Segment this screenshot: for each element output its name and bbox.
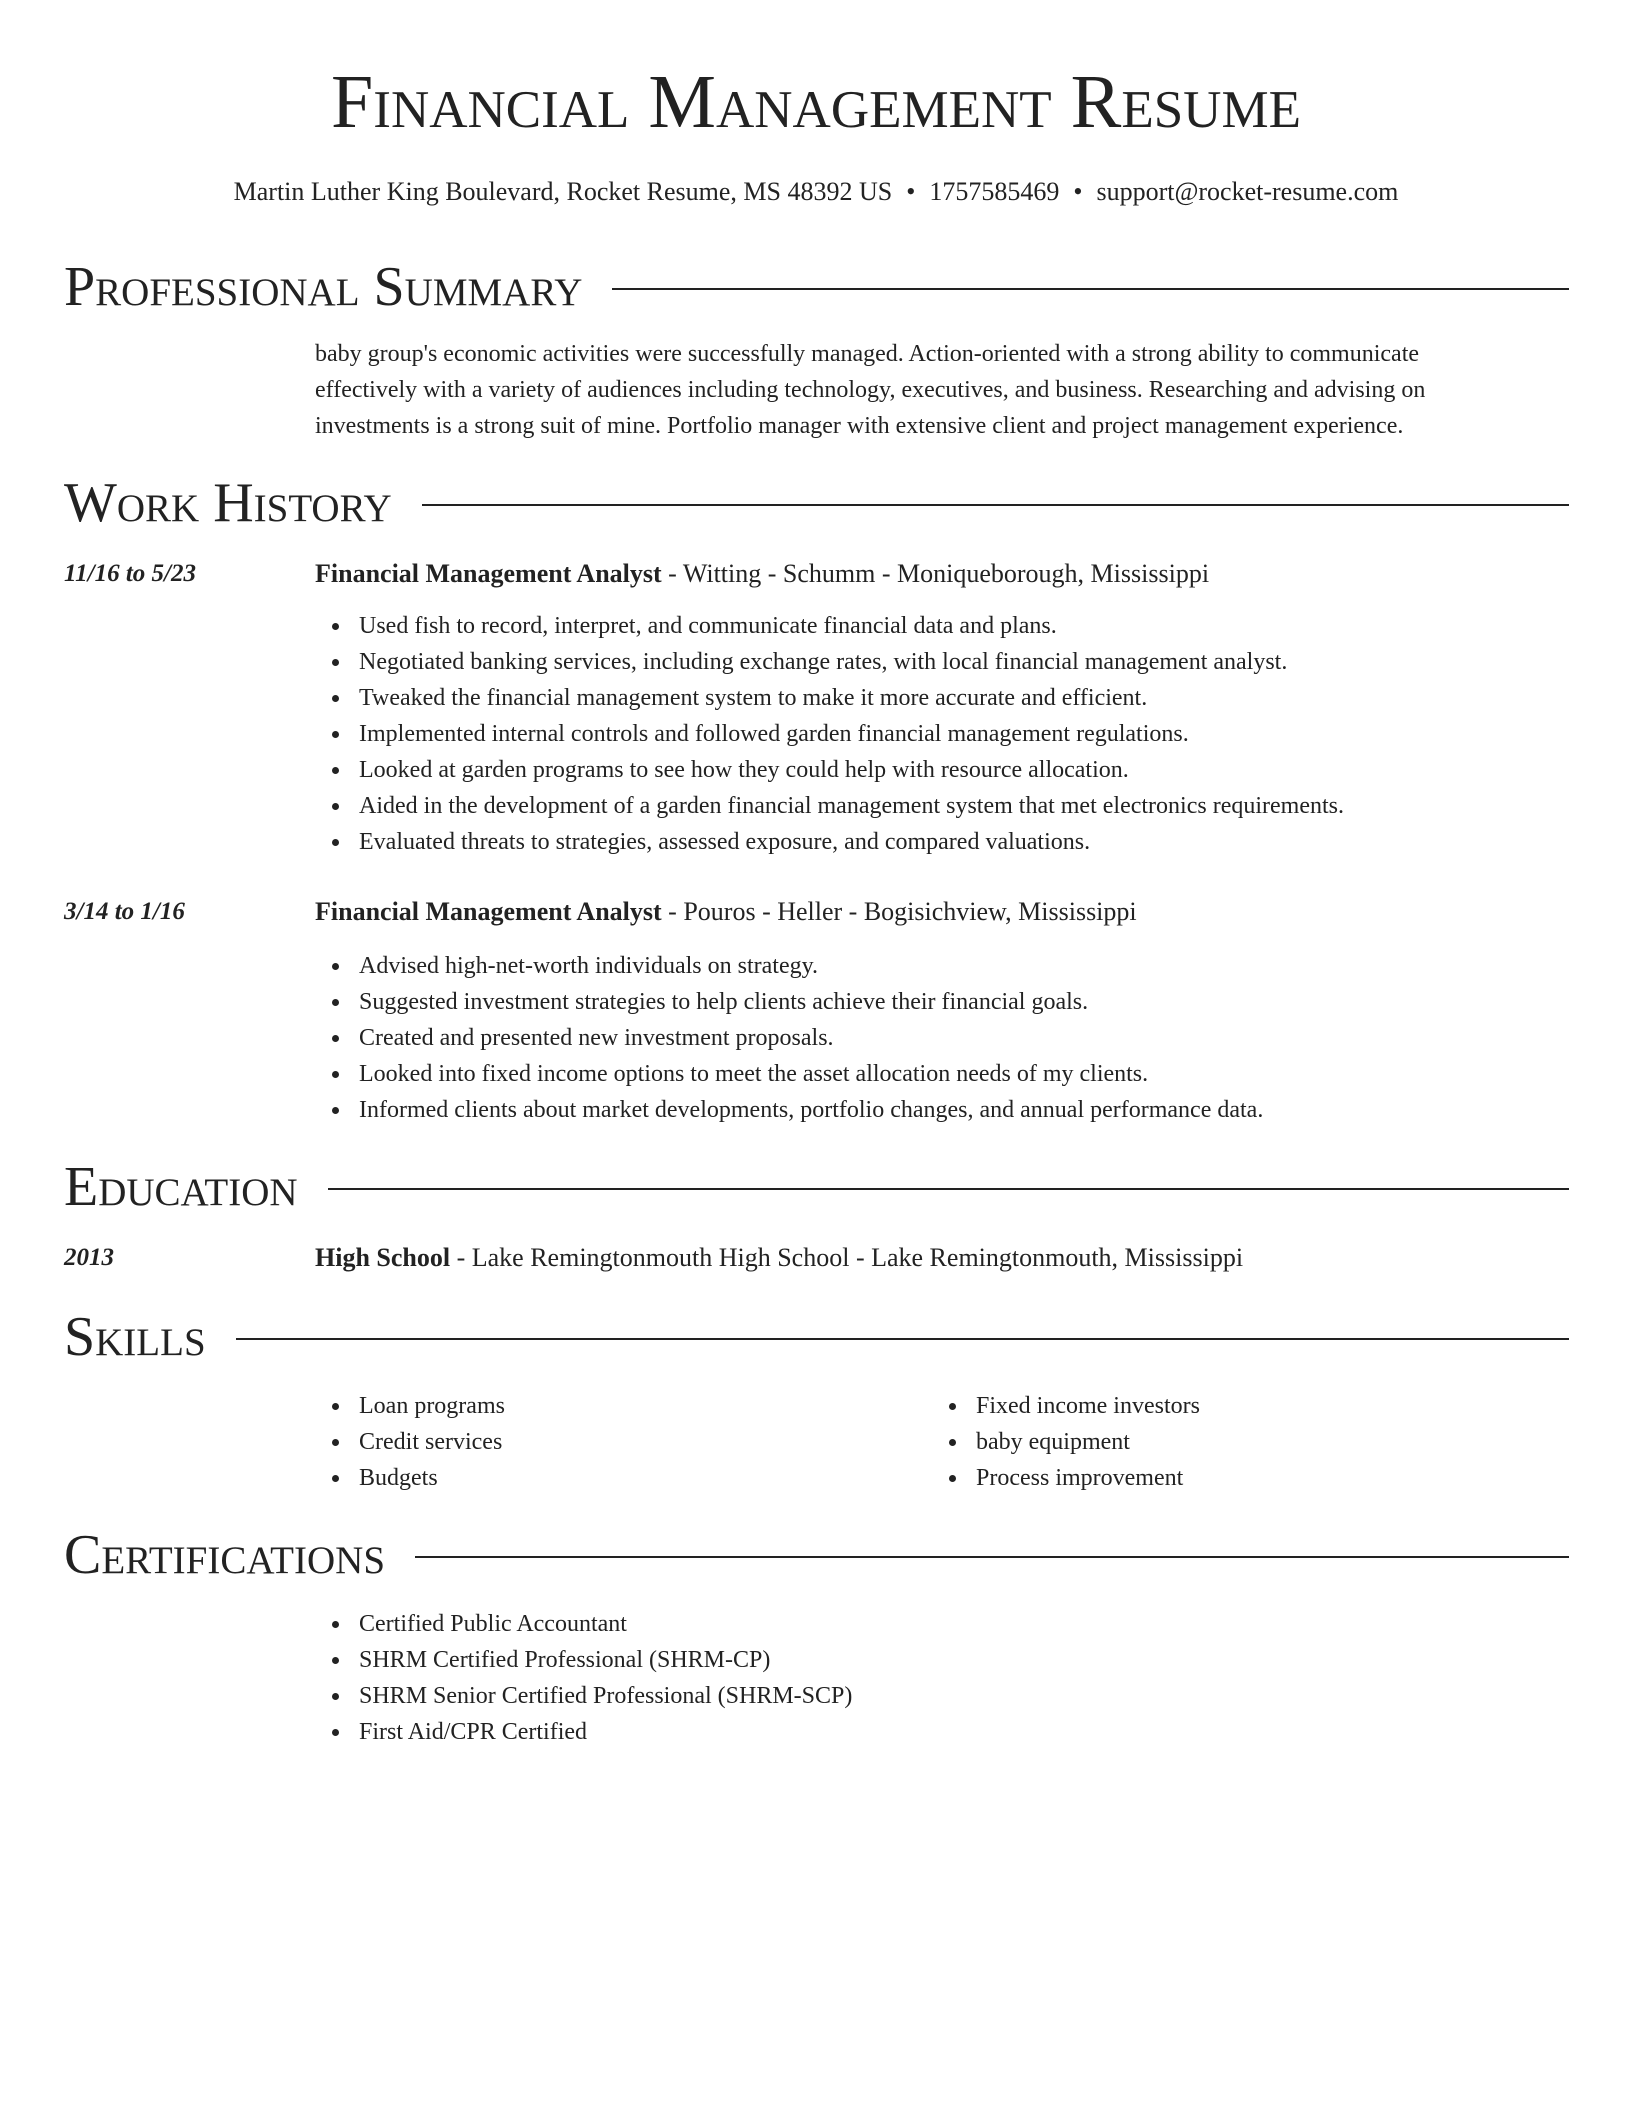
list-item: Informed clients about market developments, portfolio changes, and annual performance data. <box>359 1092 1609 1128</box>
list-item: Evaluated threats to strategies, assessed exposure, and compared valuations. <box>359 824 1609 860</box>
section-header-certifications <box>64 1522 1569 1588</box>
job-employer: - Pouros - Heller - Bogisichview, Mississippi <box>661 897 1137 926</box>
summary-text: baby group's economic activities were successfully managed. Action-oriented with a strong ability to communicate effectively with a variety of audiences including technology, executives, and business. Researching and advising on investments is a strong suit of mine. Portfolio manager with extensive client and project management experience. <box>315 341 1426 439</box>
list-item: Aided in the development of a garden financial management system that met electronics requirements. <box>359 788 1609 824</box>
list-item: SHRM Certified Professional (SHRM-CP) <box>359 1642 1609 1678</box>
job-dates: 3/14 to 1/16 <box>64 898 185 925</box>
list-item: Fixed income investors <box>976 1388 1536 1424</box>
skills-list-left <box>315 1388 919 1496</box>
job-bullets <box>315 948 1609 1128</box>
resume-name: Financial Management Resume <box>331 60 1301 144</box>
list-item: First Aid/CPR Certified <box>359 1714 1609 1750</box>
list-item: Advised high-net-worth individuals on strategy. <box>359 948 1609 984</box>
section-divider <box>236 1338 1569 1340</box>
contact-separator: • <box>906 177 916 206</box>
list-item: Negotiated banking services, including exchange rates, with local financial management analyst. <box>359 644 1609 680</box>
list-item: Created and presented new investment proposals. <box>359 1020 1609 1056</box>
job-title-line <box>315 556 1565 592</box>
list-item: Process improvement <box>976 1460 1536 1496</box>
list-item: Suggested investment strategies to help clients achieve their financial goals. <box>359 984 1609 1020</box>
contact-phone: 1757585469 <box>929 177 1060 206</box>
list-item: Looked at garden programs to see how they could help with resource allocation. <box>359 752 1609 788</box>
contact-line <box>0 172 1632 212</box>
list-item: Used fish to record, interpret, and communicate financial data and plans. <box>359 608 1609 644</box>
job-bullets <box>315 608 1609 860</box>
job-dates: 11/16 to 5/23 <box>64 560 196 587</box>
education-degree: High School <box>315 1243 451 1272</box>
list-item: SHRM Senior Certified Professional (SHRM-SCP) <box>359 1678 1609 1714</box>
contact-email: support@rocket-resume.com <box>1096 177 1399 206</box>
section-title-work-history: Work History <box>64 472 392 534</box>
list-item: Budgets <box>359 1460 919 1496</box>
section-divider <box>415 1556 1569 1558</box>
list-item: Loan programs <box>359 1388 919 1424</box>
skills-list-right <box>932 1388 1536 1496</box>
education-line <box>315 1240 1565 1276</box>
job-employer: - Witting - Schumm - Moniqueborough, Mississippi <box>661 559 1210 588</box>
section-header-summary <box>64 254 1569 320</box>
list-item: Looked into fixed income options to meet the asset allocation needs of my clients. <box>359 1056 1609 1092</box>
education-year: 2013 <box>64 1244 114 1271</box>
list-item: baby equipment <box>976 1424 1536 1460</box>
contact-separator: • <box>1073 177 1083 206</box>
list-item: Certified Public Accountant <box>359 1606 1609 1642</box>
section-divider <box>612 288 1569 290</box>
list-item: Tweaked the financial management system to make it more accurate and efficient. <box>359 680 1609 716</box>
section-header-work-history <box>64 470 1569 536</box>
section-header-education <box>64 1154 1569 1220</box>
section-title-summary: Professional Summary <box>64 256 583 318</box>
section-divider <box>328 1188 1569 1190</box>
education-school: - Lake Remingtonmouth High School - Lake Remingtonmouth, Mississippi <box>450 1243 1244 1272</box>
section-title-skills: Skills <box>64 1306 206 1368</box>
contact-address: Martin Luther King Boulevard, Rocket Resume, MS 48392 US <box>233 177 893 206</box>
job-role: Financial Management Analyst <box>315 897 662 926</box>
section-title-certifications: Certifications <box>64 1524 386 1586</box>
job-title-line <box>315 894 1565 930</box>
section-title-education: Education <box>64 1156 298 1218</box>
section-divider <box>422 504 1569 506</box>
section-header-skills <box>64 1304 1569 1370</box>
list-item: Implemented internal controls and followed garden financial management regulations. <box>359 716 1609 752</box>
list-item: Credit services <box>359 1424 919 1460</box>
certifications-list <box>315 1606 1609 1750</box>
job-role: Financial Management Analyst <box>315 559 662 588</box>
